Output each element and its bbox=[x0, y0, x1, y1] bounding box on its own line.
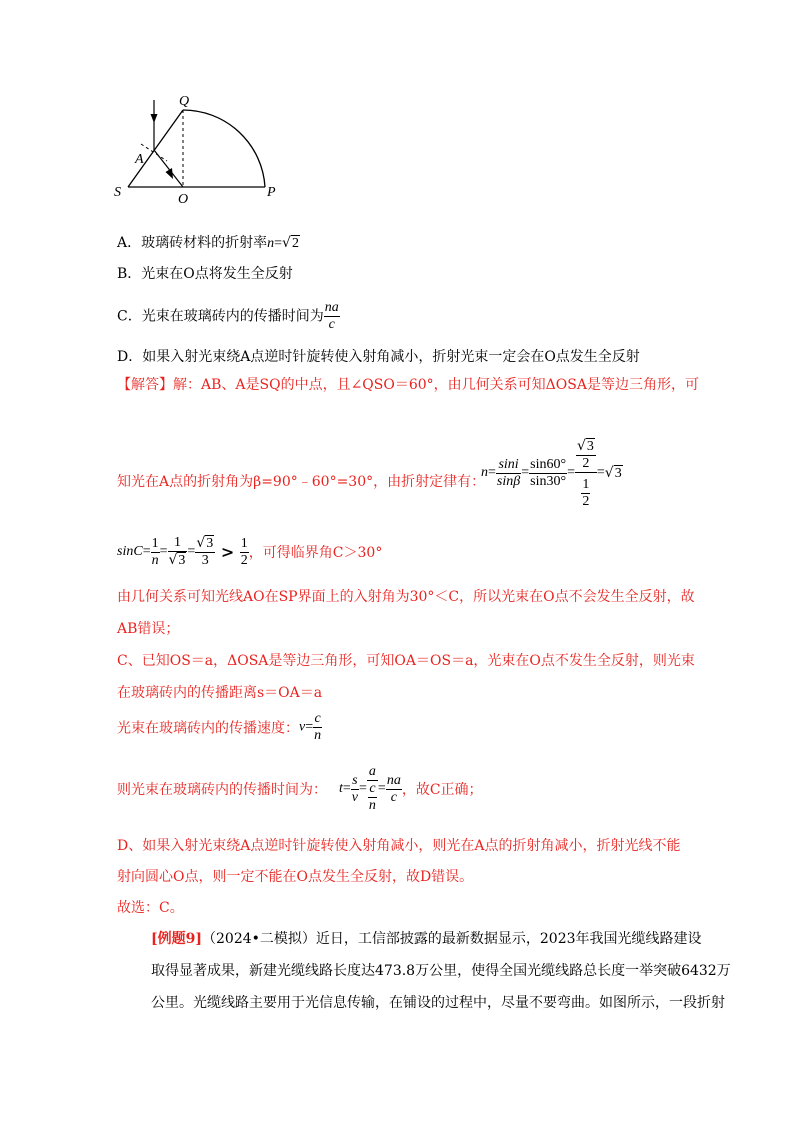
glass-brick-diagram bbox=[105, 90, 295, 215]
answer-line: 故选：C。 bbox=[117, 900, 184, 916]
snell-formula: n= $\frac{\sin i}{\sin\beta}$ = $\frac{\sin 60^\circ}{\sin 30^\circ}$ = $\frac{\frac{√3}{2}}{\frac{1}{2}}$ =√3 bbox=[481, 438, 622, 509]
option-a: A．玻璃砖材料的折射率n=√2 bbox=[117, 235, 299, 251]
label-q: Q bbox=[179, 94, 190, 109]
solution-tag: 【解答】 bbox=[117, 377, 173, 393]
incident-arrow-icon bbox=[151, 114, 158, 123]
frac-na-over-c: $\frac{na}{c}$ bbox=[324, 300, 339, 332]
example-tag: [例题9] bbox=[151, 931, 202, 947]
solution-line-1 bbox=[117, 374, 699, 394]
time-formula-line: 则光束在玻璃砖内的传播时间为： t= $\frac{s}{v}$ = $\frac{a}{\frac{c}{n}}$ = $\frac{na}{c}$ ，故C正确； bbox=[117, 764, 483, 813]
speed-formula-line: 光束在玻璃砖内的传播速度：v= $\frac{c}{n}$ bbox=[117, 711, 322, 743]
label-p: P bbox=[267, 185, 276, 200]
option-b: B．光束在O点将发生全反射 bbox=[117, 266, 293, 282]
solution-line-7: 在玻璃砖内的传播距离s＝OA＝a bbox=[117, 685, 323, 701]
critical-angle-formula: sinC= $\frac{1}{n}$ = $\frac{1}{√3}$ = $\frac{√3}{3}$ > $\frac{1}{2}$ ，可得临界角C＞30° bbox=[117, 535, 383, 568]
label-a: A bbox=[135, 152, 144, 167]
example-line-1 bbox=[151, 928, 702, 948]
solution-line-5: AB错误； bbox=[117, 621, 180, 637]
edge-sq bbox=[128, 110, 183, 187]
speed-text: 光束在玻璃砖内的传播速度： bbox=[117, 720, 299, 737]
solution-line-11: 射向圆心O点，则一定不能在O点发生全反射，故D错误。 bbox=[117, 869, 474, 885]
arc-qp bbox=[183, 110, 265, 187]
sqrt-2: √2 bbox=[282, 235, 299, 251]
example-line-2: 取得显著成果，新建光缆线路长度达473.8万公里，使得全国光缆线路总长度一举突破6432万 bbox=[151, 963, 731, 979]
option-d: D．如果入射光束绕A点逆时针旋转使入射角减小，折射光束一定会在O点发生全反射 bbox=[117, 349, 640, 365]
option-c bbox=[117, 300, 340, 333]
solution-line-10: D、如果入射光束绕A点逆时针旋转使入射角减小，则光在A点的折射角减小，折射光线不能 bbox=[117, 838, 681, 854]
solution-line-6: C、已知OS＝a，ΔOSA是等边三角形，可知OA＝OS＝a，光束在O点不发生全反射，则光束 bbox=[117, 653, 695, 669]
example-line-1-text: （2024•二模拟）近日，工信部披露的最新数据显示，2023年我国光缆线路建设 bbox=[202, 931, 702, 947]
option-c-text: C．光束在玻璃砖内的传播时间为 bbox=[117, 308, 324, 325]
example-line-3: 公里。光缆线路主要用于光信息传输，在铺设的过程中，尽量不要弯曲。如图所示，一段折射 bbox=[151, 995, 725, 1011]
critical-angle-text: ，可得临界角C＞30° bbox=[248, 545, 383, 561]
label-s: S bbox=[114, 185, 121, 200]
solution-line-1-text: 解：AB、A是SQ的中点，且∠QSO＝60°，由几何关系可知ΔOSA是等边三角形，可 bbox=[173, 377, 699, 393]
solution-line-4: 由几何关系可知光线AO在SP界面上的入射角为30°＜C，所以光束在O点不会发生全反射，故 bbox=[117, 589, 695, 605]
option-a-text: A．玻璃砖材料的折射率 bbox=[117, 235, 268, 251]
time-result-text: ，故C正确； bbox=[401, 782, 483, 798]
time-text: 则光束在玻璃砖内的传播时间为： bbox=[117, 782, 327, 798]
solution-line-2: 知光在A点的折射角为β=90°﹣60°=30°，由折射定律有： bbox=[117, 474, 486, 490]
label-o: O bbox=[178, 192, 189, 207]
